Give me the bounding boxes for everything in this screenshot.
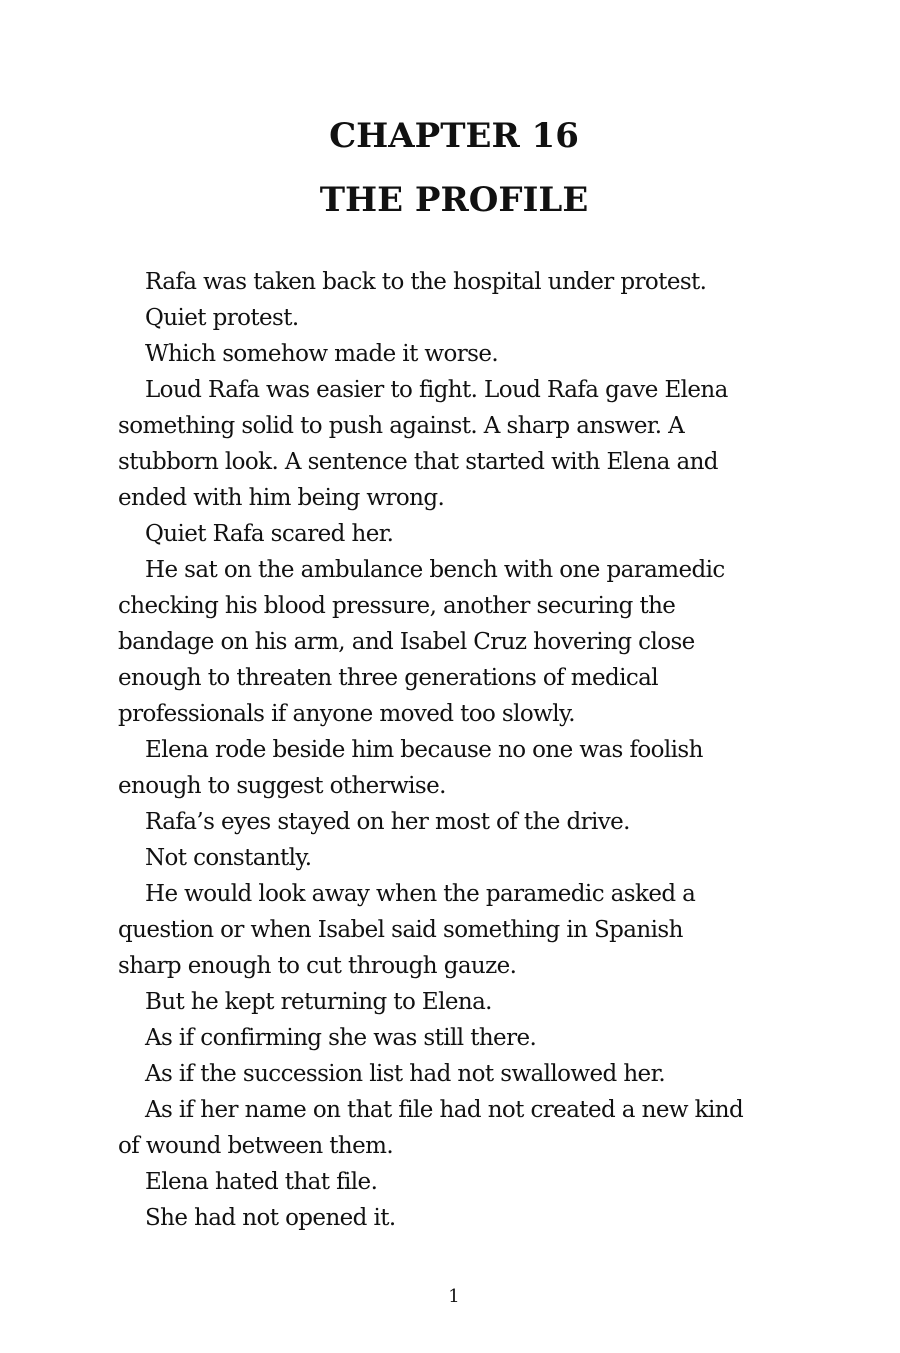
paragraph-line: She had not opened it. — [145, 1205, 396, 1231]
paragraph-line: As if the succession list had not swallowed her. — [145, 1061, 666, 1087]
paragraph — [118, 804, 808, 840]
paragraph-line: As if her name on that file had not created a new kind — [145, 1097, 744, 1123]
paragraph-line: Elena hated that file. — [145, 1169, 378, 1195]
paragraph-line: question or when Isabel said something in Spanish — [118, 917, 683, 943]
paragraph-line: Loud Rafa was easier to fight. Loud Rafa gave Elena — [145, 377, 728, 403]
paragraph — [118, 372, 808, 516]
paragraph-line: Quiet Rafa scared her. — [145, 521, 394, 547]
paragraph — [118, 984, 808, 1020]
paragraph — [118, 840, 808, 876]
chapter-body — [118, 264, 808, 1236]
paragraph-line: Rafa’s eyes stayed on her most of the drive. — [145, 809, 630, 835]
paragraph-line: Elena rode beside him because no one was foolish — [145, 737, 703, 763]
paragraph-line: ended with him being wrong. — [118, 485, 445, 511]
paragraph-line: He would look away when the paramedic asked a — [145, 881, 696, 907]
paragraph-line: Not constantly. — [145, 845, 312, 871]
paragraph-line: checking his blood pressure, another securing the — [118, 593, 676, 619]
paragraph-line: stubborn look. A sentence that started with Elena and — [118, 449, 718, 475]
paragraph — [118, 1056, 808, 1092]
paragraph-line: But he kept returning to Elena. — [145, 989, 492, 1015]
paragraph — [118, 732, 808, 804]
paragraph-line: Rafa was taken back to the hospital under protest. — [145, 269, 707, 295]
paragraph-line: enough to threaten three generations of medical — [118, 665, 659, 691]
page-number: 1 — [448, 1286, 460, 1307]
paragraph-line: sharp enough to cut through gauze. — [118, 953, 517, 979]
paragraph — [118, 1200, 808, 1236]
paragraph-line: something solid to push against. A sharp answer. A — [118, 413, 685, 439]
paragraph — [118, 1164, 808, 1200]
paragraph-line: bandage on his arm, and Isabel Cruz hovering close — [118, 629, 695, 655]
paragraph-line: He sat on the ambulance bench with one paramedic — [145, 557, 725, 583]
paragraph — [118, 336, 808, 372]
paragraph — [118, 516, 808, 552]
paragraph-line: enough to suggest otherwise. — [118, 773, 446, 799]
paragraph — [118, 1020, 808, 1056]
paragraph-line: professionals if anyone moved too slowly. — [118, 701, 576, 727]
paragraph — [118, 1092, 808, 1164]
chapter-number: CHAPTER 16 — [329, 116, 579, 156]
chapter-title: THE PROFILE — [319, 180, 589, 220]
paragraph — [118, 300, 808, 336]
paragraph — [118, 552, 808, 732]
paragraph-line: Quiet protest. — [145, 305, 299, 331]
paragraph-line: As if confirming she was still there. — [145, 1025, 537, 1051]
paragraph — [118, 876, 808, 984]
paragraph — [118, 264, 808, 300]
paragraph-line: Which somehow made it worse. — [145, 341, 499, 367]
paragraph-line: of wound between them. — [118, 1133, 394, 1159]
